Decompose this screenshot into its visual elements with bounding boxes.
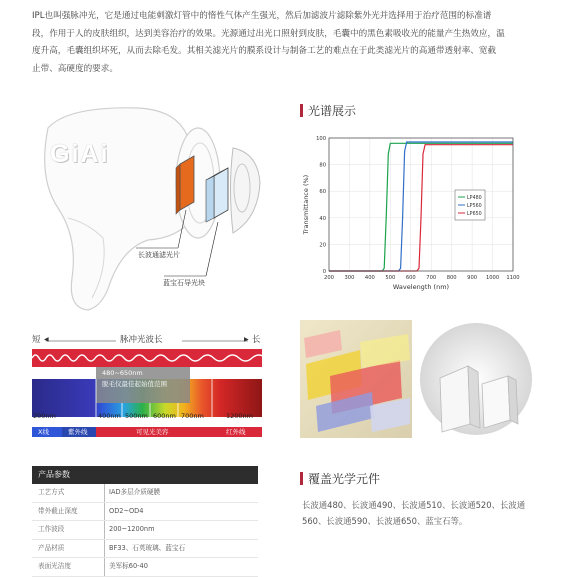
- x-tick-label: 200: [324, 275, 334, 281]
- y-axis-label: Transmittance (%): [302, 174, 310, 235]
- spec-key: 工艺方式: [38, 488, 65, 496]
- intro-line-1: IPL也叫强脉冲光，它是通过电能刺激灯管中的惰性气体产生强光，然后加滤波片滤除紫外光并选择用于治疗范围的标准谱: [32, 11, 492, 21]
- spec-value: 美军标60-40: [104, 558, 258, 576]
- x-axis-label: Wavelength (nm): [392, 283, 450, 291]
- y-tick-label: 0: [322, 269, 326, 275]
- y-tick-label: 60: [319, 189, 326, 196]
- series-line-lp650: [329, 145, 513, 271]
- transmittance-chart: [300, 128, 528, 298]
- table-row: [32, 484, 258, 503]
- coating-title-text: 覆盖光学元件: [308, 472, 381, 486]
- x-tick-label: 1000: [485, 275, 500, 281]
- spec-value: IAD多层介质硬膜: [104, 484, 258, 502]
- spectrum-title-text: 光谱展示: [308, 104, 357, 118]
- x-tick-label: 300: [344, 275, 355, 281]
- legend-entry: LP560: [467, 204, 482, 209]
- coating-line-2: 560、长波通590、长波通650、蓝宝石等。: [302, 516, 468, 526]
- product-photos: [300, 320, 532, 438]
- spec-table-header: 产品参数: [32, 466, 258, 484]
- highlight-desc: 脱毛仪最佳起始值范围: [102, 380, 167, 388]
- label-200nm: 200nm: [33, 412, 56, 420]
- intro-line-3: 度升高，毛囊组织坏死，从而去除毛发。其相关滤光片的膜系设计与制备工艺的难点在于此类滤光片的高通带透射率、宽截: [32, 46, 497, 56]
- wavelength-band: [32, 333, 262, 443]
- wave-strip: [32, 349, 262, 367]
- xray-label: X线: [38, 428, 49, 436]
- legend-entry: LP650: [467, 212, 482, 217]
- label-500nm: 500nm: [125, 412, 148, 420]
- spec-value: BF33、石英玻璃、蓝宝石: [104, 540, 258, 558]
- y-tick-label: 100: [316, 136, 326, 142]
- left-arrow-icon: ◀: [44, 336, 49, 343]
- label-1200nm: 1200nm: [226, 412, 253, 420]
- highlight-range: 480~650nm: [102, 369, 143, 377]
- chart-series: [329, 142, 513, 271]
- visible-label: 可见光美容: [136, 428, 169, 436]
- x-tick-label: 900: [467, 275, 478, 281]
- title-accent-bar: [300, 472, 303, 485]
- spec-key: 表面光洁度: [38, 562, 71, 570]
- spec-key: 工作波段: [38, 525, 65, 533]
- coating-section-title: [300, 470, 380, 487]
- spec-key: 带外截止深度: [38, 506, 78, 515]
- brand-logo: GiAi: [50, 140, 110, 168]
- front-cap: [231, 148, 261, 233]
- right-arrow-icon: ▶: [244, 336, 249, 343]
- x-tick-label: 700: [426, 275, 437, 281]
- long-label: 长: [252, 335, 261, 345]
- table-row: [32, 503, 258, 522]
- intro-paragraph: [32, 8, 542, 78]
- coating-line-1: 长波通480、长波通490、长波通510、长波通520、长波通: [302, 500, 526, 510]
- sapphire-label: 蓝宝石导光块: [163, 279, 205, 287]
- short-label: 短: [32, 335, 41, 345]
- x-tick-label: 800: [446, 275, 457, 281]
- spec-value: OD2~OD4: [104, 503, 258, 521]
- y-tick-label: 40: [319, 215, 326, 222]
- spec-value: 200~1200nm: [104, 521, 258, 539]
- band-title: 脉冲光波长: [120, 335, 163, 345]
- intro-line-4: 止带、高硬度的要求。: [32, 63, 118, 74]
- legend-entry: LP480: [467, 196, 482, 201]
- filter-label: 长波通滤光片: [138, 251, 180, 259]
- x-tick-label: 500: [385, 275, 396, 281]
- spec-key: 产品材质: [38, 543, 65, 552]
- y-tick-label: 80: [319, 162, 326, 169]
- title-accent-bar: [300, 104, 303, 117]
- intro-line-2: 段，作用于人的皮肤组织，达到美容治疗的效果。光源通过出光口照射到皮肤，毛囊中的黑色素吸收光的能量产生热效应，温: [32, 28, 505, 39]
- table-row: [32, 521, 258, 540]
- ir-label: 红外线: [226, 428, 246, 436]
- coating-description: [302, 497, 542, 529]
- uv-label: 紫外线: [68, 428, 88, 436]
- y-tick-label: 20: [319, 242, 326, 249]
- chart-ticks: [316, 136, 520, 281]
- label-400nm: 400nm: [98, 412, 121, 420]
- spectrum-section-title: [300, 102, 356, 119]
- label-600nm: 600nm: [153, 412, 176, 420]
- chart-legend: [455, 190, 485, 220]
- table-row: [32, 558, 258, 577]
- x-tick-label: 1100: [506, 275, 520, 281]
- x-tick-label: 600: [405, 275, 416, 281]
- spec-table: [32, 466, 258, 577]
- table-row: [32, 540, 258, 559]
- label-700nm: 700nm: [181, 412, 204, 420]
- x-tick-label: 400: [364, 275, 375, 281]
